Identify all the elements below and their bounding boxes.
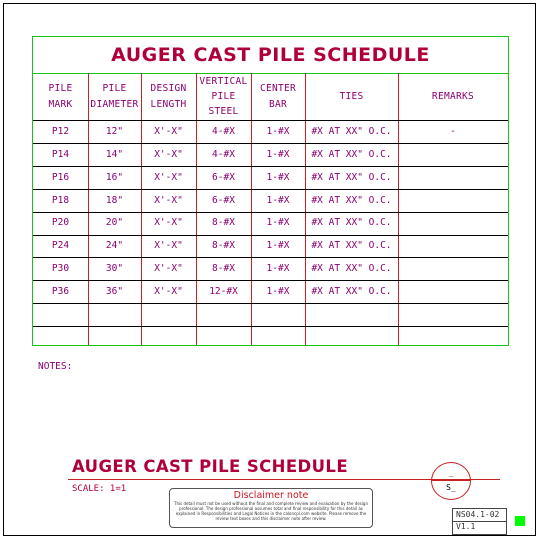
column-header-line: TIES <box>339 90 364 102</box>
table-cell: 8-#X <box>212 263 235 275</box>
table-cell: X'-X" <box>154 217 183 229</box>
column-header <box>398 73 508 120</box>
table-cell <box>33 326 88 349</box>
table-cell: #X AT XX" O.C. <box>311 171 392 183</box>
table-cell <box>88 303 141 326</box>
table-cell <box>398 189 508 212</box>
table-cell: #X AT XX" O.C. <box>311 240 392 252</box>
table-cell <box>251 326 305 349</box>
table-cell: 12-#X <box>209 286 238 298</box>
table-cell: P24 <box>51 240 70 252</box>
sheet-number-box <box>452 508 507 535</box>
schedule-title: AUGER CAST PILE SCHEDULE <box>33 37 508 74</box>
column-header-line: LENGTH <box>150 98 187 110</box>
sheet-number: NS04.1-02 <box>456 510 500 519</box>
table-cell <box>398 143 508 166</box>
table-cell <box>398 326 508 349</box>
notes-label: NOTES: <box>38 361 73 372</box>
table-cell: P36 <box>51 286 70 298</box>
table-cell: 6-#X <box>212 194 235 206</box>
table-cell: X'-X" <box>154 194 183 206</box>
table-cell: 12" <box>105 125 124 137</box>
table-cell: 1-#X <box>266 194 290 206</box>
disclaimer-body: This detail must not be used without the final and complete review and evaluation by the design professional. The design professional assumes total and final responsibility for this detail as explained in Responsibilities and Legal Notices in the caloncpl.com website. Please remove the review text boxes and this disclaimer note after review. <box>174 501 368 521</box>
table-cell: 8-#X <box>212 217 235 229</box>
table-cell: P30 <box>51 263 70 275</box>
detail-tag-divider <box>432 480 470 481</box>
table-cell: #X AT XX" O.C. <box>311 194 392 206</box>
table-cell: 4-#X <box>212 148 235 160</box>
table-cell: 1-#X <box>266 263 290 275</box>
table-cell: 18" <box>105 194 124 206</box>
column-header-line: PILE <box>102 83 127 95</box>
table-cell <box>398 212 508 235</box>
table-cell: P20 <box>51 217 70 229</box>
table-cell: #X AT XX" O.C. <box>311 286 392 298</box>
table-cell: 36" <box>105 286 124 298</box>
column-header-line: DESIGN <box>150 83 187 95</box>
detail-tag-number: _ <box>448 468 454 477</box>
table-cell: 4-#X <box>212 125 235 137</box>
disclaimer-title: Disclaimer note <box>233 490 309 501</box>
table-cell <box>88 326 141 349</box>
table-cell <box>398 257 508 280</box>
table-cell: P18 <box>51 194 70 206</box>
table-cell: 8-#X <box>212 240 235 252</box>
scale-label: SCALE: 1=1 <box>72 484 127 494</box>
table-cell <box>33 303 88 326</box>
table-cell: X'-X" <box>154 263 183 275</box>
table-cell <box>305 326 398 349</box>
detail-tag-sheet: S_ <box>446 483 456 492</box>
table-cell: X'-X" <box>154 240 183 252</box>
table-cell: - <box>450 125 456 137</box>
table-cell <box>305 303 398 326</box>
table-cell <box>196 326 251 349</box>
table-cell: X'-X" <box>154 148 183 160</box>
table-cell: P14 <box>51 148 70 160</box>
column-header-line: PILE STEEL <box>208 90 239 118</box>
sheet-version: V1.1 <box>456 522 476 531</box>
table-cell <box>196 303 251 326</box>
detail-tag <box>431 462 471 500</box>
table-cell: #X AT XX" O.C. <box>311 125 392 137</box>
table-cell: #X AT XX" O.C. <box>311 148 392 160</box>
column-header-line: DIAMETER <box>90 98 139 110</box>
column-header-line: CENTER <box>259 83 297 95</box>
table-cell: X'-X" <box>154 125 183 137</box>
table-cell: 1-#X <box>266 148 290 160</box>
table-cell: 20" <box>105 217 124 229</box>
table-cell <box>398 280 508 303</box>
detail-title: AUGER CAST PILE SCHEDULE <box>72 457 349 476</box>
table-cell: #X AT XX" O.C. <box>311 263 392 275</box>
table-cell: 1-#X <box>266 240 290 252</box>
table-cell <box>398 235 508 258</box>
table-cell: P12 <box>51 125 70 137</box>
column-header <box>88 73 141 120</box>
table-cell: 24" <box>105 240 124 252</box>
table-cell: 16" <box>105 171 124 183</box>
table-cell <box>251 303 305 326</box>
table-cell <box>398 303 508 326</box>
pile-schedule-table <box>32 36 509 346</box>
column-header <box>196 73 251 120</box>
table-cell <box>398 166 508 189</box>
column-header <box>305 73 398 120</box>
table-cell: 1-#X <box>266 217 290 229</box>
table-cell: 14" <box>105 148 124 160</box>
status-square <box>515 516 525 526</box>
column-header <box>251 73 305 120</box>
table-cell <box>141 303 196 326</box>
table-cell: 6-#X <box>212 171 235 183</box>
column-header-line: MARK <box>48 98 73 110</box>
table-cell: P16 <box>51 171 70 183</box>
table-cell: X'-X" <box>154 171 183 183</box>
column-header <box>141 73 196 120</box>
table-cell: X'-X" <box>154 286 183 298</box>
table-cell: 1-#X <box>266 286 290 298</box>
column-header-line: BAR <box>268 98 288 110</box>
table-cell: 30" <box>105 263 124 275</box>
column-header-line: REMARKS <box>431 90 475 102</box>
column-header-line: PILE <box>48 83 73 95</box>
column-header-line: VERTICAL <box>199 75 248 87</box>
disclaimer-note <box>169 488 373 528</box>
table-cell <box>141 326 196 349</box>
table-cell: 1-#X <box>266 171 290 183</box>
table-cell: 1-#X <box>266 125 290 137</box>
table-cell: #X AT XX" O.C. <box>311 217 392 229</box>
column-header <box>33 73 88 120</box>
